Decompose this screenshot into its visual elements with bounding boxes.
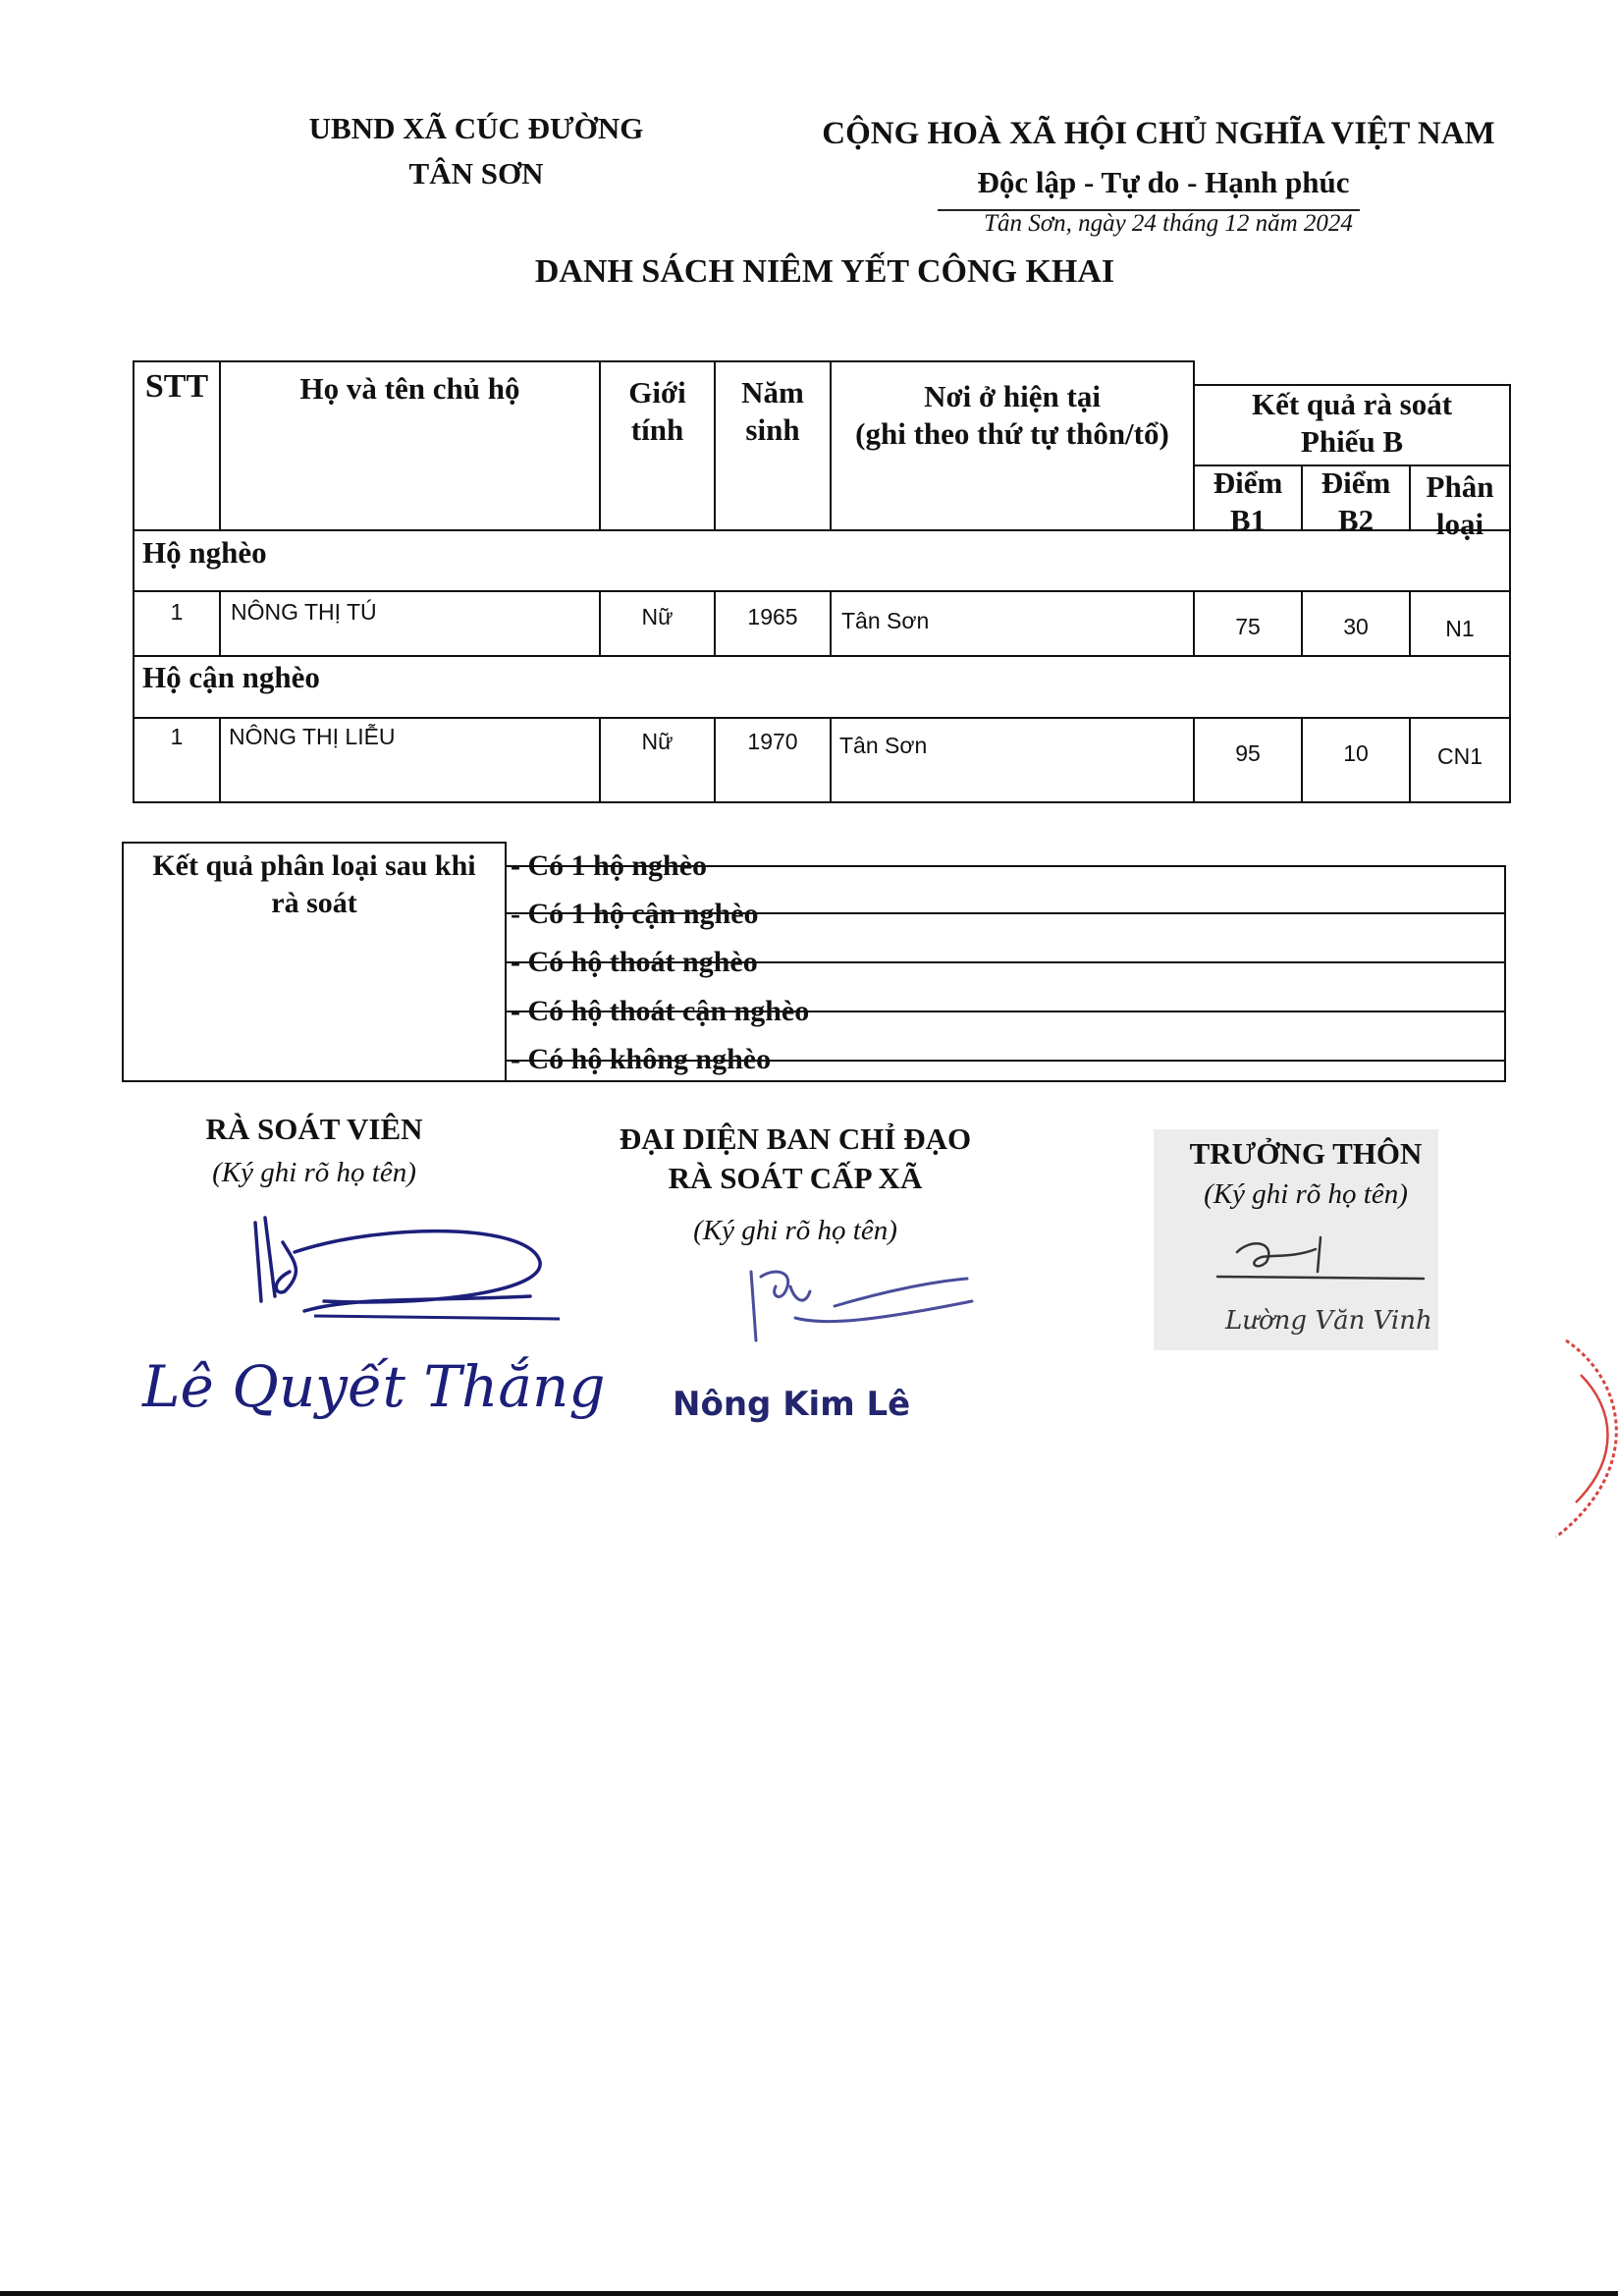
- header-name: Họ và tên chủ hộ: [299, 371, 520, 406]
- header-residence: [832, 378, 1193, 453]
- village-head-name: Lường Văn Vinh: [1225, 1306, 1432, 1336]
- header-gender-line-1: Giới: [628, 375, 686, 410]
- row-name: NÔNG THỊ TÚ: [231, 599, 377, 625]
- header-score-b2: [1303, 465, 1409, 539]
- committee-sign-note: (Ký ghi rõ họ tên): [693, 1215, 897, 1246]
- reviewer-title: RÀ SOÁT VIÊN: [205, 1112, 423, 1146]
- row-gender: Nữ: [641, 729, 674, 754]
- header-gender: [601, 374, 714, 449]
- header-b2-line-1: Điểm: [1321, 465, 1391, 500]
- header-residence-line-2: (ghi theo thứ tự thôn/tổ): [855, 416, 1169, 451]
- row-birth-year: 1970: [747, 729, 798, 754]
- header-classification: [1411, 468, 1509, 543]
- summary-item-near-poor: - Có 1 hộ cận nghèo: [511, 898, 759, 930]
- group-label-poor: Hộ nghèo: [142, 535, 267, 570]
- header-review-result: [1195, 386, 1509, 461]
- row-classification: CN1: [1436, 743, 1483, 769]
- row-birth-year: 1965: [747, 604, 798, 629]
- committee-signature: [736, 1247, 982, 1350]
- header-birth-line-1: Năm: [741, 375, 804, 410]
- document-title: DANH SÁCH NIÊM YẾT CÔNG KHAI: [534, 253, 1115, 290]
- summary-item-escaped-poverty: - Có hộ thoát nghèo: [511, 946, 758, 978]
- header-b2-line-2: B2: [1337, 503, 1375, 537]
- header-birth-line-2: sinh: [745, 412, 800, 447]
- village-head-sign-note: (Ký ghi rõ họ tên): [1204, 1178, 1408, 1210]
- summary-item-non-poor: - Có hộ không nghèo: [511, 1043, 772, 1075]
- header-gender-line-2: tính: [630, 412, 684, 447]
- issuing-organization: [245, 106, 707, 196]
- row-score-b2: 30: [1343, 614, 1369, 639]
- org-line-1: UBND XÃ CÚC ĐƯỜNG: [308, 111, 644, 145]
- header-stt: STT: [144, 368, 209, 405]
- page-bottom-edge: [0, 2291, 1618, 2296]
- row-score-b1: 95: [1235, 740, 1261, 766]
- header-birth-year: [716, 374, 830, 449]
- committee-name: Nông Kim Lê: [673, 1385, 911, 1424]
- summary-label-line-2: rà soát: [271, 887, 357, 919]
- summary-item-poor: - Có 1 hộ nghèo: [511, 849, 708, 882]
- header-class-line-2: loại: [1435, 507, 1484, 541]
- committee-title-line-2: RÀ SOÁT CẤP XÃ: [668, 1161, 923, 1195]
- header-score-b1: [1195, 465, 1301, 539]
- row-score-b2: 10: [1343, 740, 1369, 766]
- red-seal-stamp: [1537, 1331, 1618, 1547]
- summary-table: [122, 842, 1506, 1082]
- national-motto: Độc lập - Tự do - Hạnh phúc: [977, 165, 1350, 199]
- row-residence: Tân Sơn: [841, 608, 930, 633]
- household-table: [133, 360, 1511, 803]
- row-classification: N1: [1445, 616, 1475, 641]
- committee-title: [569, 1120, 1021, 1198]
- village-head-title: TRƯỞNG THÔN: [1189, 1136, 1423, 1171]
- row-score-b1: 75: [1235, 614, 1261, 639]
- header-class-line-1: Phân: [1426, 469, 1494, 504]
- date-line: Tân Sơn, ngày 24 tháng 12 năm 2024: [984, 210, 1353, 237]
- summary-item-escaped-near-poverty: - Có hộ thoát cận nghèo: [511, 995, 810, 1027]
- summary-label: [126, 847, 503, 922]
- reviewer-sign-note: (Ký ghi rõ họ tên): [212, 1157, 416, 1188]
- summary-label-line-1: Kết quả phân loại sau khi: [152, 849, 476, 882]
- group-label-near-poor: Hộ cận nghèo: [142, 660, 320, 694]
- row-name: NÔNG THỊ LIỄU: [229, 724, 396, 749]
- row-stt: 1: [170, 724, 184, 749]
- header-b1-line-2: B1: [1229, 503, 1267, 537]
- reviewer-signature: [236, 1203, 569, 1340]
- header-b1-line-1: Điểm: [1213, 465, 1283, 500]
- header-result-line-1: Kết quả rà soát: [1251, 387, 1453, 421]
- reviewer-name: Lê Quyết Thắng: [142, 1353, 606, 1420]
- row-stt: 1: [170, 599, 184, 625]
- row-residence: Tân Sơn: [839, 733, 928, 758]
- header-result-line-2: Phiếu B: [1300, 424, 1404, 459]
- header-residence-line-1: Nơi ở hiện tại: [924, 379, 1101, 413]
- org-line-2: TÂN SƠN: [408, 156, 544, 191]
- village-head-signature: [1208, 1218, 1433, 1306]
- committee-title-line-1: ĐẠI DIỆN BAN CHỈ ĐẠO: [619, 1121, 972, 1156]
- national-title: CỘNG HOÀ XÃ HỘI CHỦ NGHĨA VIỆT NAM: [822, 116, 1495, 151]
- row-gender: Nữ: [641, 604, 674, 629]
